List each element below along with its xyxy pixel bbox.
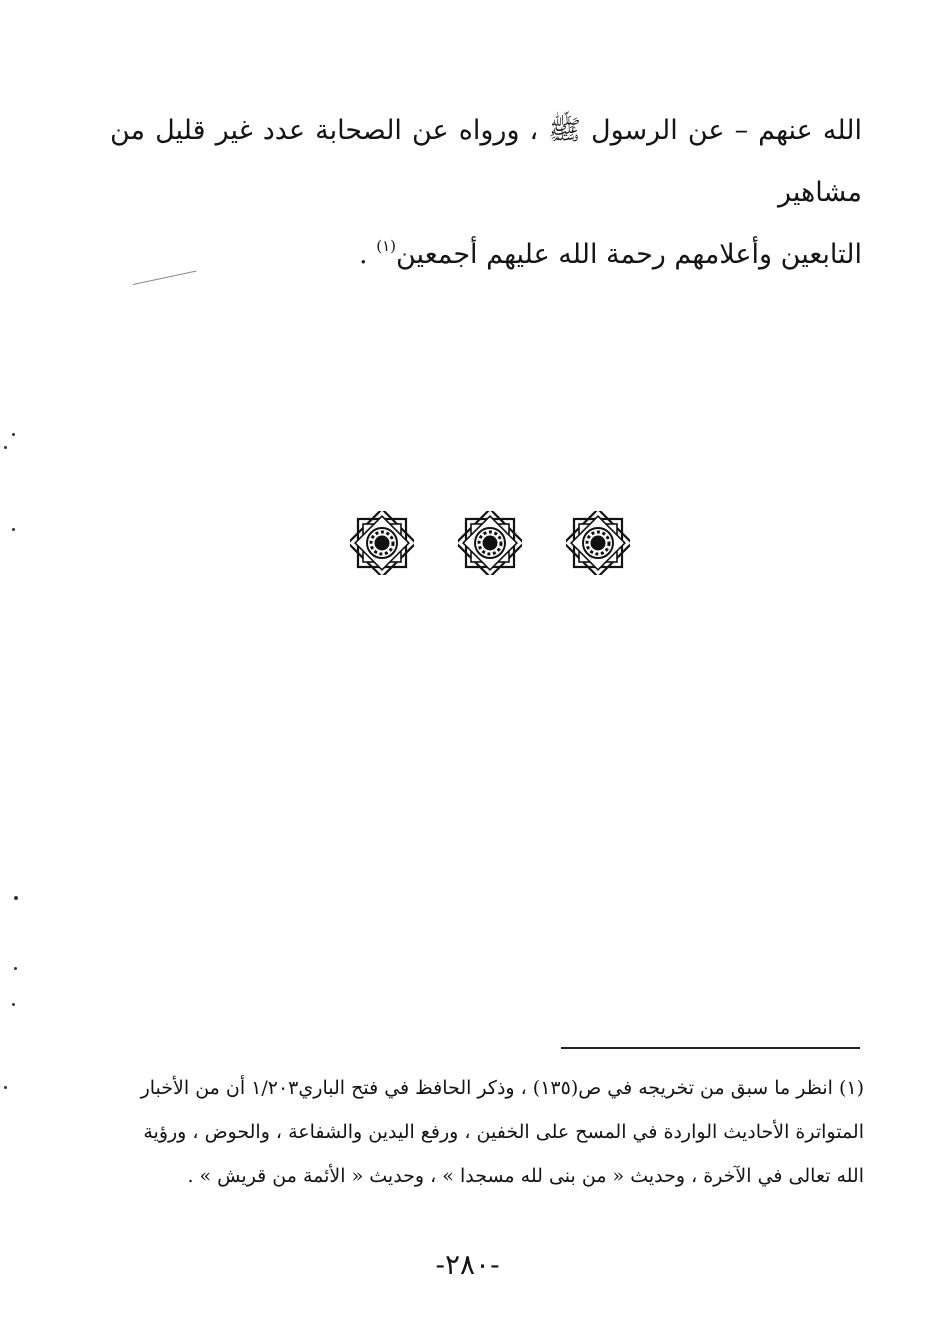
scan-speck — [14, 896, 18, 900]
footnote-line-1: (١) انظر ما سبق من تخريجه في ص(١٣٥) ، وذكر الحافظ في فتح الباري١/٢٠٣ أن من الأخبار — [140, 1077, 864, 1099]
eight-point-star-ornament-icon — [350, 511, 414, 575]
main-text-line-2 — [110, 224, 862, 286]
footnote-reference: (١) — [376, 237, 396, 255]
scan-speck — [4, 446, 7, 449]
eight-point-star-ornament-icon — [458, 511, 522, 575]
scan-speck — [4, 1086, 7, 1089]
scan-speck — [14, 967, 17, 970]
footnote-separator-line — [561, 1047, 860, 1049]
page-number: -٢٨٠- — [435, 1248, 500, 1281]
main-text-line-1: الله عنهم – عن الرسول ﷺ ، ورواه عن الصحابة عدد غير قليل من مشاهير — [110, 115, 862, 208]
footnote-line-2: المتواترة الأحاديث الواردة في المسح على الخفين ، ورفع اليدين والشفاعة ، والحوض ، ورؤية — [143, 1121, 864, 1143]
footnote-line-3: الله تعالى في الآخرة ، وحديث « من بنى لله مسجدا » ، وحديث « الأئمة من قريش » . — [187, 1165, 864, 1187]
footnotes — [118, 1066, 864, 1198]
main-text-line-2-end: . — [359, 239, 377, 270]
section-divider-ornaments — [350, 510, 630, 576]
main-text — [110, 100, 862, 286]
main-text-line-2-content: التابعين وأعلامهم رحمة الله عليهم أجمعين — [396, 239, 862, 270]
scan-speck — [12, 433, 15, 436]
scan-speck — [12, 1003, 15, 1006]
scan-speck — [12, 528, 15, 531]
eight-point-star-ornament-icon — [566, 511, 630, 575]
